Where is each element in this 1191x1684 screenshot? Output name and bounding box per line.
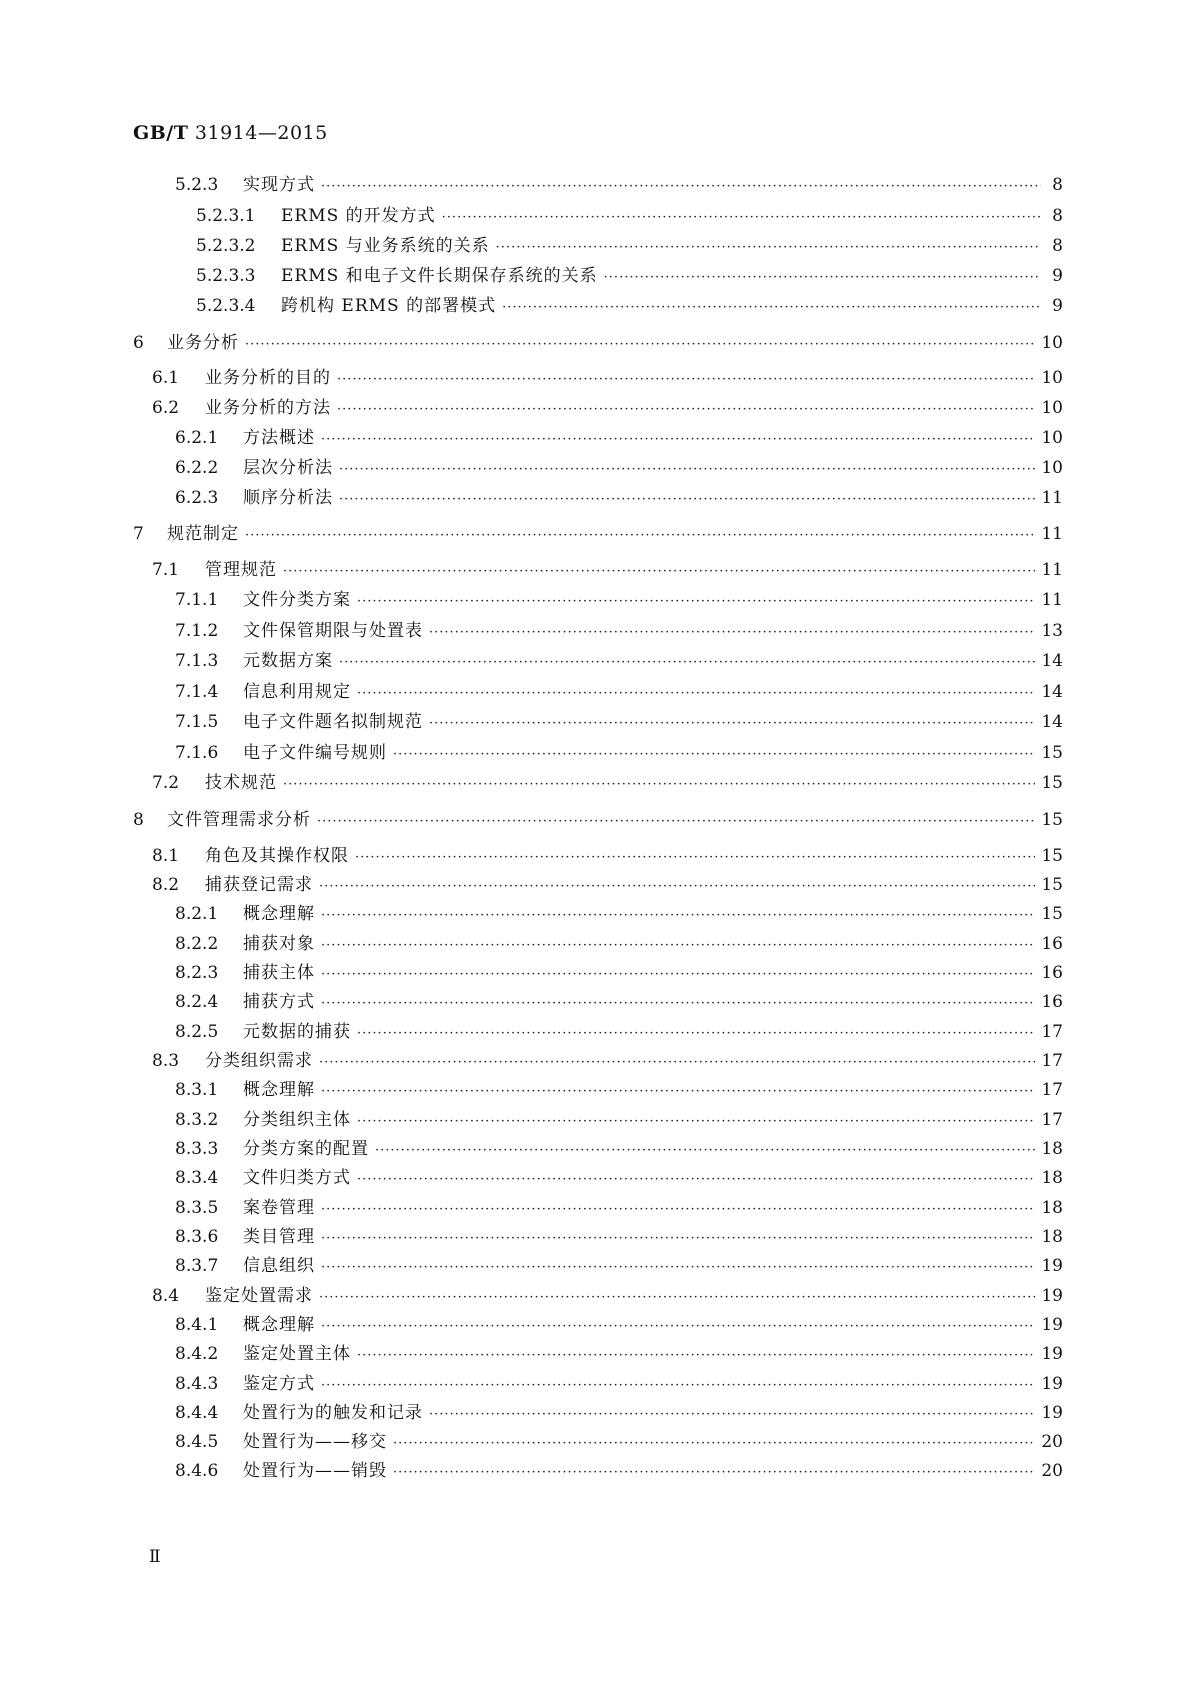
toc-entry-page: 14 (1041, 651, 1063, 671)
toc-entry-page: 18 (1041, 1139, 1063, 1159)
toc-entry-page: 15 (1041, 904, 1063, 924)
toc-entry[interactable] (175, 1339, 1063, 1365)
toc-entry-page: 9 (1052, 296, 1063, 316)
toc-entry-title: 技术规范 (205, 773, 277, 793)
toc-entry-title: 文件归类方式 (243, 1168, 351, 1188)
toc-entry-title: 跨机构 ERMS 的部署模式 (281, 296, 497, 316)
toc-entry[interactable] (152, 363, 1063, 389)
toc-entry-page: 16 (1041, 992, 1063, 1012)
dot-leader (393, 1465, 1035, 1480)
dot-leader (321, 179, 1041, 194)
dot-leader (321, 908, 1035, 923)
dot-leader (357, 1172, 1035, 1187)
toc-entry-title: 捕获对象 (243, 934, 315, 954)
toc-entry-number: 7.1.1 (175, 590, 219, 610)
toc-entry[interactable] (175, 987, 1063, 1013)
dot-leader (321, 938, 1035, 953)
toc-entry-page: 16 (1041, 963, 1063, 983)
toc-entry[interactable] (152, 1046, 1063, 1072)
toc-entry-title: 案卷管理 (243, 1198, 315, 1218)
dot-leader (337, 402, 1035, 417)
toc-entry-number: 7.1.5 (175, 712, 219, 732)
toc-entry-number: 6.2.2 (175, 458, 219, 478)
standard-code: GB/T (133, 122, 189, 144)
toc-entry[interactable] (175, 483, 1063, 509)
toc-entry-title: 捕获方式 (243, 992, 315, 1012)
dot-leader (321, 432, 1035, 447)
dot-leader (321, 1319, 1035, 1334)
toc-entry-number: 8.3.3 (175, 1139, 219, 1159)
toc-entry-page: 17 (1041, 1022, 1063, 1042)
dot-leader (245, 528, 1035, 543)
toc-entry[interactable] (133, 805, 1063, 831)
toc-entry-number: 5.2.3.2 (196, 236, 256, 256)
toc-entry[interactable] (175, 1105, 1063, 1131)
toc-entry-number: 7.2 (152, 773, 180, 793)
toc-entry-title: 分类方案的配置 (243, 1139, 369, 1159)
toc-entry-title: 捕获登记需求 (205, 875, 313, 895)
toc-entry-title: 业务分析的方法 (205, 398, 331, 418)
toc-entry[interactable] (175, 677, 1063, 703)
toc-entry-number: 5.2.3.3 (196, 266, 256, 286)
toc-entry-number: 8.4.5 (175, 1432, 219, 1452)
toc-entry-number: 8.3.5 (175, 1198, 219, 1218)
toc-entry-number: 8.4.4 (175, 1403, 219, 1423)
toc-entry-page: 20 (1041, 1461, 1063, 1481)
toc-entry-page: 19 (1041, 1344, 1063, 1364)
toc-entry-title: 业务分析的目的 (205, 368, 331, 388)
toc-entry-title: 概念理解 (243, 904, 315, 924)
toc-entry-page: 17 (1041, 1080, 1063, 1100)
toc-entry-number: 8.3.7 (175, 1256, 219, 1276)
toc-entry[interactable] (175, 1075, 1063, 1101)
dot-leader (283, 564, 1035, 579)
toc-entry-page: 18 (1041, 1198, 1063, 1218)
toc-entry-page: 13 (1041, 621, 1063, 641)
dot-leader (429, 625, 1035, 640)
toc-entry-page: 15 (1041, 810, 1063, 830)
toc-entry-number: 8.2.1 (175, 904, 219, 924)
toc-entry-page: 11 (1041, 560, 1063, 580)
toc-entry[interactable] (175, 738, 1063, 764)
toc-entry-title: ERMS 与业务系统的关系 (281, 236, 490, 256)
toc-entry-title: 业务分析 (167, 333, 239, 353)
toc-entry-title: 文件管理需求分析 (167, 810, 311, 830)
toc-entry[interactable] (152, 870, 1063, 896)
toc-entry-page: 15 (1041, 743, 1063, 763)
toc-entry[interactable] (175, 1427, 1063, 1453)
toc-entry-number: 8.2 (152, 875, 180, 895)
toc-entry[interactable] (175, 453, 1063, 479)
dot-leader (429, 1407, 1035, 1422)
toc-entry-number: 8.3 (152, 1051, 180, 1071)
toc-entry-page: 10 (1041, 398, 1063, 418)
toc-entry-page: 14 (1041, 712, 1063, 732)
toc-entry-title: 捕获主体 (243, 963, 315, 983)
toc-entry-page: 11 (1041, 488, 1063, 508)
toc-entry-number: 8.4.2 (175, 1344, 219, 1364)
dot-leader (319, 1290, 1035, 1305)
toc-entry-title: 顺序分析法 (243, 488, 333, 508)
toc-entry-title: ERMS 和电子文件长期保存系统的关系 (281, 266, 598, 286)
toc-entry-number: 8.4.6 (175, 1461, 219, 1481)
toc-entry-number: 8.1 (152, 846, 180, 866)
toc-entry[interactable] (175, 929, 1063, 955)
document-header (133, 122, 328, 144)
toc-entry[interactable] (175, 646, 1063, 672)
dot-leader (496, 240, 1041, 255)
toc-entry-page: 9 (1052, 266, 1063, 286)
toc-entry-number: 8.3.4 (175, 1168, 219, 1188)
toc-entry-number: 5.2.3.4 (196, 296, 256, 316)
dot-leader (442, 210, 1041, 225)
toc-entry-title: 角色及其操作权限 (205, 846, 349, 866)
toc-entry-title: 文件分类方案 (243, 590, 351, 610)
toc-entry[interactable] (175, 170, 1063, 196)
toc-entry-title: 概念理解 (243, 1080, 315, 1100)
toc-entry-number: 6.2.1 (175, 428, 219, 448)
toc-entry-title: 鉴定处置主体 (243, 1344, 351, 1364)
toc-entry-title: 元数据方案 (243, 651, 333, 671)
toc-entry-page: 15 (1041, 773, 1063, 793)
toc-entry-title: 元数据的捕获 (243, 1022, 351, 1042)
toc-entry-title: 信息组织 (243, 1256, 315, 1276)
dot-leader (393, 747, 1035, 762)
toc-entry-number: 5.2.3 (175, 175, 219, 195)
toc-entry[interactable] (175, 958, 1063, 984)
toc-entry-title: 电子文件题名拟制规范 (243, 712, 423, 732)
toc-entry-title: 处置行为的触发和记录 (243, 1403, 423, 1423)
toc-entry[interactable] (175, 1134, 1063, 1160)
toc-entry-page: 19 (1041, 1374, 1063, 1394)
page-number: Ⅱ (149, 1547, 161, 1567)
toc-entry[interactable] (175, 1193, 1063, 1219)
dot-leader (317, 814, 1035, 829)
toc-entry-title: 分类组织需求 (205, 1051, 313, 1071)
toc-entry-page: 15 (1041, 875, 1063, 895)
toc-entry[interactable] (152, 393, 1063, 419)
dot-leader (321, 1202, 1035, 1217)
toc-entry-page: 15 (1041, 846, 1063, 866)
toc-entry-title: 类目管理 (243, 1227, 315, 1247)
toc-entry-number: 8.2.4 (175, 992, 219, 1012)
toc-entry[interactable] (196, 201, 1063, 227)
toc-entry-page: 8 (1052, 206, 1063, 226)
toc-entry-title: 分类组织主体 (243, 1110, 351, 1130)
toc-entry-page: 8 (1052, 175, 1063, 195)
toc-entry[interactable] (133, 328, 1063, 354)
toc-entry[interactable] (175, 1456, 1063, 1482)
toc-entry[interactable] (175, 1163, 1063, 1189)
toc-entry-number: 6.2.3 (175, 488, 219, 508)
toc-entry[interactable] (175, 1222, 1063, 1248)
toc-entry[interactable] (152, 768, 1063, 794)
toc-entry-title: 概念理解 (243, 1315, 315, 1335)
toc-entry-title: 电子文件编号规则 (243, 743, 387, 763)
toc-entry[interactable] (175, 423, 1063, 449)
toc-entry[interactable] (152, 1281, 1063, 1307)
dot-leader (357, 686, 1035, 701)
dot-leader (502, 300, 1041, 315)
toc-entry-number: 6 (133, 333, 144, 353)
toc-entry[interactable] (196, 261, 1063, 287)
toc-entry-number: 8.3.6 (175, 1227, 219, 1247)
toc-entry-page: 16 (1041, 934, 1063, 954)
toc-entry-number: 8.2.3 (175, 963, 219, 983)
toc-entry-number: 7 (133, 524, 144, 544)
toc-entry-page: 17 (1041, 1051, 1063, 1071)
dot-leader (357, 1026, 1035, 1041)
toc-entry-page: 18 (1041, 1168, 1063, 1188)
toc-entry-number: 7.1.2 (175, 621, 219, 641)
toc-entry-page: 17 (1041, 1110, 1063, 1130)
standard-number: 31914—2015 (194, 122, 328, 144)
toc-entry-number: 8.4.1 (175, 1315, 219, 1335)
toc-entry-title: 鉴定方式 (243, 1374, 315, 1394)
toc-entry[interactable] (175, 1017, 1063, 1043)
toc-entry-title: 文件保管期限与处置表 (243, 621, 423, 641)
toc-entry-page: 19 (1041, 1403, 1063, 1423)
toc-entry-number: 8.3.1 (175, 1080, 219, 1100)
toc-entry-page: 20 (1041, 1432, 1063, 1452)
toc-entry-number: 6.2 (152, 398, 180, 418)
toc-entry-number: 8.4.3 (175, 1374, 219, 1394)
toc-entry-title: ERMS 的开发方式 (281, 206, 436, 226)
toc-entry[interactable] (175, 585, 1063, 611)
toc-entry-page: 11 (1041, 590, 1063, 610)
toc-entry-title: 信息利用规定 (243, 682, 351, 702)
toc-entry-number: 7.1.3 (175, 651, 219, 671)
toc-entry-page: 10 (1041, 368, 1063, 388)
dot-leader (321, 996, 1035, 1011)
toc-entry-page: 14 (1041, 682, 1063, 702)
toc-entry[interactable] (175, 1398, 1063, 1424)
toc-entry-page: 11 (1041, 524, 1063, 544)
dot-leader (339, 462, 1035, 477)
toc-entry-page: 19 (1041, 1315, 1063, 1335)
dot-leader (321, 1231, 1035, 1246)
toc-entry-number: 5.2.3.1 (196, 206, 256, 226)
toc-entry-number: 8.4 (152, 1286, 180, 1306)
toc-entry[interactable] (133, 519, 1063, 545)
dot-leader (319, 879, 1035, 894)
toc-entry-page: 10 (1041, 333, 1063, 353)
dot-leader (321, 1084, 1035, 1099)
toc-entry-title: 管理规范 (205, 560, 277, 580)
toc-entry-title: 实现方式 (243, 175, 315, 195)
dot-leader (319, 1055, 1035, 1070)
dot-leader (375, 1143, 1035, 1158)
toc-entry-title: 鉴定处置需求 (205, 1286, 313, 1306)
toc-entry[interactable] (175, 1251, 1063, 1277)
toc-entry[interactable] (175, 1310, 1063, 1336)
dot-leader (604, 270, 1041, 285)
dot-leader (355, 850, 1035, 865)
toc-entry-number: 8 (133, 810, 144, 830)
toc-entry-title: 处置行为——销毁 (243, 1461, 387, 1481)
toc-entry[interactable] (175, 1369, 1063, 1395)
toc-entry[interactable] (175, 616, 1063, 642)
toc-entry-number: 8.2.5 (175, 1022, 219, 1042)
toc-entry-number: 8.3.2 (175, 1110, 219, 1130)
dot-leader (357, 1348, 1035, 1363)
toc-entry-title: 处置行为——移交 (243, 1432, 387, 1452)
toc-entry-page: 19 (1041, 1256, 1063, 1276)
dot-leader (393, 1436, 1035, 1451)
toc-entry[interactable] (196, 291, 1063, 317)
toc-entry-number: 7.1 (152, 560, 180, 580)
toc-entry-page: 10 (1041, 428, 1063, 448)
dot-leader (321, 1378, 1035, 1393)
toc-entry[interactable] (196, 231, 1063, 257)
dot-leader (357, 1114, 1035, 1129)
toc-entry-page: 19 (1041, 1286, 1063, 1306)
dot-leader (321, 1260, 1035, 1275)
toc-entry-page: 10 (1041, 458, 1063, 478)
toc-entry[interactable] (152, 555, 1063, 581)
toc-entry-number: 8.2.2 (175, 934, 219, 954)
toc-entry-number: 7.1.6 (175, 743, 219, 763)
toc-entry-page: 8 (1052, 236, 1063, 256)
dot-leader (339, 492, 1035, 507)
toc-entry-title: 层次分析法 (243, 458, 333, 478)
toc-entry[interactable] (152, 841, 1063, 867)
dot-leader (245, 337, 1035, 352)
toc-entry-title: 方法概述 (243, 428, 315, 448)
dot-leader (339, 655, 1035, 670)
dot-leader (429, 716, 1035, 731)
dot-leader (357, 594, 1035, 609)
dot-leader (337, 372, 1035, 387)
dot-leader (283, 777, 1035, 792)
toc-entry-number: 7.1.4 (175, 682, 219, 702)
dot-leader (321, 967, 1035, 982)
toc-entry-number: 6.1 (152, 368, 180, 388)
toc-entry-title: 规范制定 (167, 524, 239, 544)
toc-entry[interactable] (175, 707, 1063, 733)
toc-entry-page: 18 (1041, 1227, 1063, 1247)
toc-entry[interactable] (175, 899, 1063, 925)
